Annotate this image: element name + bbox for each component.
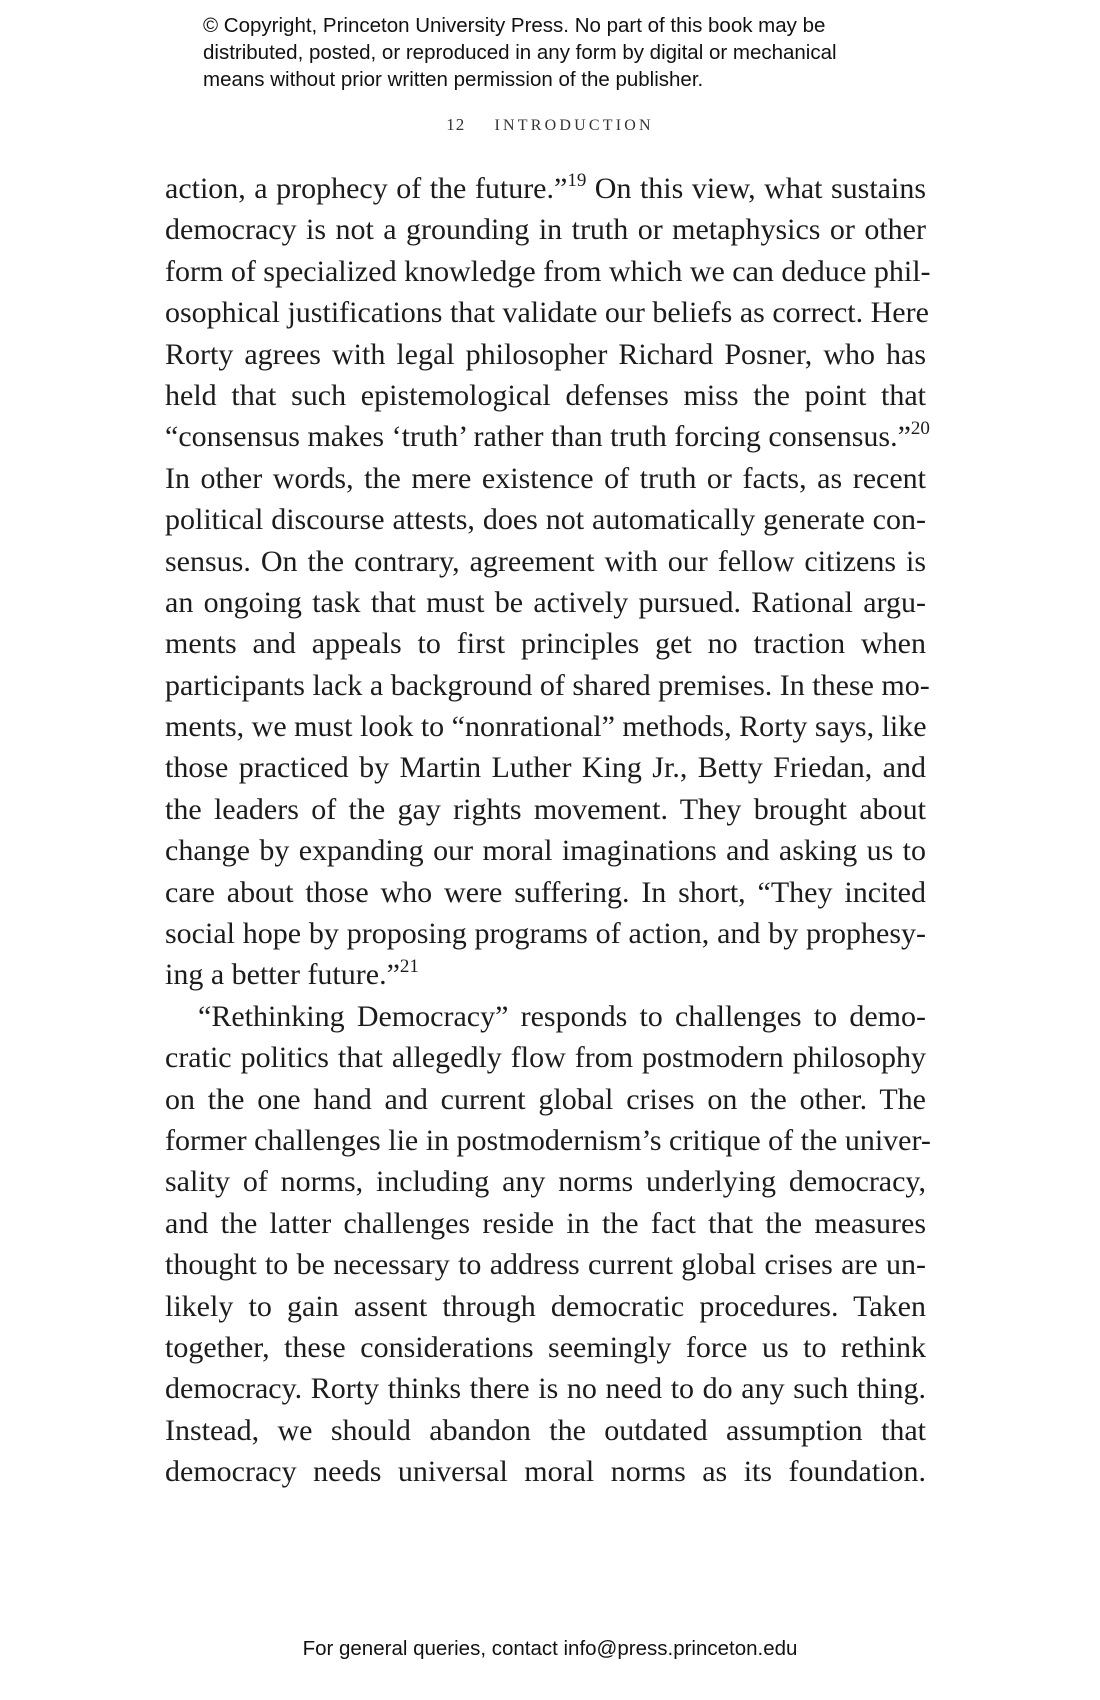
body-text: [165, 168, 931, 1493]
text-run: “consensus makes ‘truth’ rather than truth forcing consensus.”: [165, 420, 911, 454]
text-line: care about those who were suffering. In short, “They incited: [165, 875, 926, 909]
text-line: cratic politics that allegedly flow from postmodern philosophy: [165, 1041, 926, 1075]
text-run: On this view, what sustains: [586, 172, 926, 205]
text-line: those practiced by Martin Luther King Jr., Betty Friedan, and: [165, 751, 926, 785]
text-line: Instead, we should abandon the outdated assumption that: [165, 1413, 926, 1447]
text-line: political discourse attests, does not automatically generate con-: [165, 503, 926, 537]
text-line: the leaders of the gay rights movement. They brought about: [165, 792, 926, 826]
copyright-line: means without prior written permission of the publisher.: [203, 68, 704, 91]
text-line: democracy is not a grounding in truth or metaphysics or other: [165, 213, 926, 247]
text-line: ments, we must look to “nonrational” methods, Rorty says, like: [165, 710, 927, 744]
text-line: former challenges lie in postmodernism’s critique of the univer-: [165, 1123, 931, 1157]
running-head: [0, 115, 1100, 135]
copyright-line: distributed, posted, or reproduced in any form by digital or mechanical: [203, 41, 837, 64]
text-line: In other words, the mere existence of truth or facts, as recent: [165, 461, 926, 495]
text-run: ing a better future.”: [165, 958, 400, 992]
footer-contact: For general queries, contact info@press.princeton.edu: [302, 1637, 798, 1660]
text-line: [165, 168, 926, 209]
section-title: INTRODUCTION: [494, 117, 654, 134]
text-line: [165, 954, 926, 995]
text-line: and the latter challenges reside in the fact that the measures: [165, 1206, 926, 1240]
text-run: action, a prophecy of the future.”: [165, 172, 568, 205]
text-line: on the one hand and current global crises on the other. The: [165, 1082, 926, 1116]
text-line: together, these considerations seemingly force us to rethink: [165, 1330, 926, 1364]
text-line: ments and appeals to first principles get no traction when: [165, 627, 926, 661]
text-line: an ongoing task that must be actively pursued. Rational argu-: [165, 585, 926, 619]
text-line: form of specialized knowledge from which we can deduce phil-: [165, 254, 931, 288]
footnote-marker[interactable]: 21: [399, 956, 419, 978]
footnote-marker[interactable]: 20: [910, 418, 930, 440]
text-line: sality of norms, including any norms underlying democracy,: [165, 1165, 926, 1199]
page-number: 12: [446, 115, 466, 134]
text-line: Rorty agrees with legal philosopher Richard Posner, who has: [165, 337, 926, 371]
copyright-line: © Copyright, Princeton University Press. No part of this book may be: [203, 14, 826, 37]
text-line: democracy. Rorty thinks there is no need to do any such thing.: [165, 1372, 926, 1406]
footnote-marker[interactable]: 19: [567, 170, 587, 191]
text-line: democracy needs universal moral norms as its foundation.: [165, 1455, 926, 1489]
text-line: held that such epistemological defenses miss the point that: [165, 378, 926, 412]
text-line: [165, 416, 930, 457]
text-line: participants lack a background of shared premises. In these mo-: [165, 668, 930, 702]
text-line: osophical justifications that validate our beliefs as correct. Here: [165, 296, 929, 330]
text-line: sensus. On the contrary, agreement with our fellow citizens is: [165, 544, 926, 578]
paragraph-first-line: “Rethinking Democracy” responds to challenges to demo-: [198, 999, 926, 1033]
copyright-notice: [203, 12, 923, 93]
text-line: social hope by proposing programs of action, and by prophesy-: [165, 917, 926, 951]
text-line: likely to gain assent through democratic procedures. Taken: [165, 1289, 926, 1323]
text-line: change by expanding our moral imaginations and asking us to: [165, 834, 926, 868]
text-line: thought to be necessary to address current global crises are un-: [165, 1248, 926, 1282]
